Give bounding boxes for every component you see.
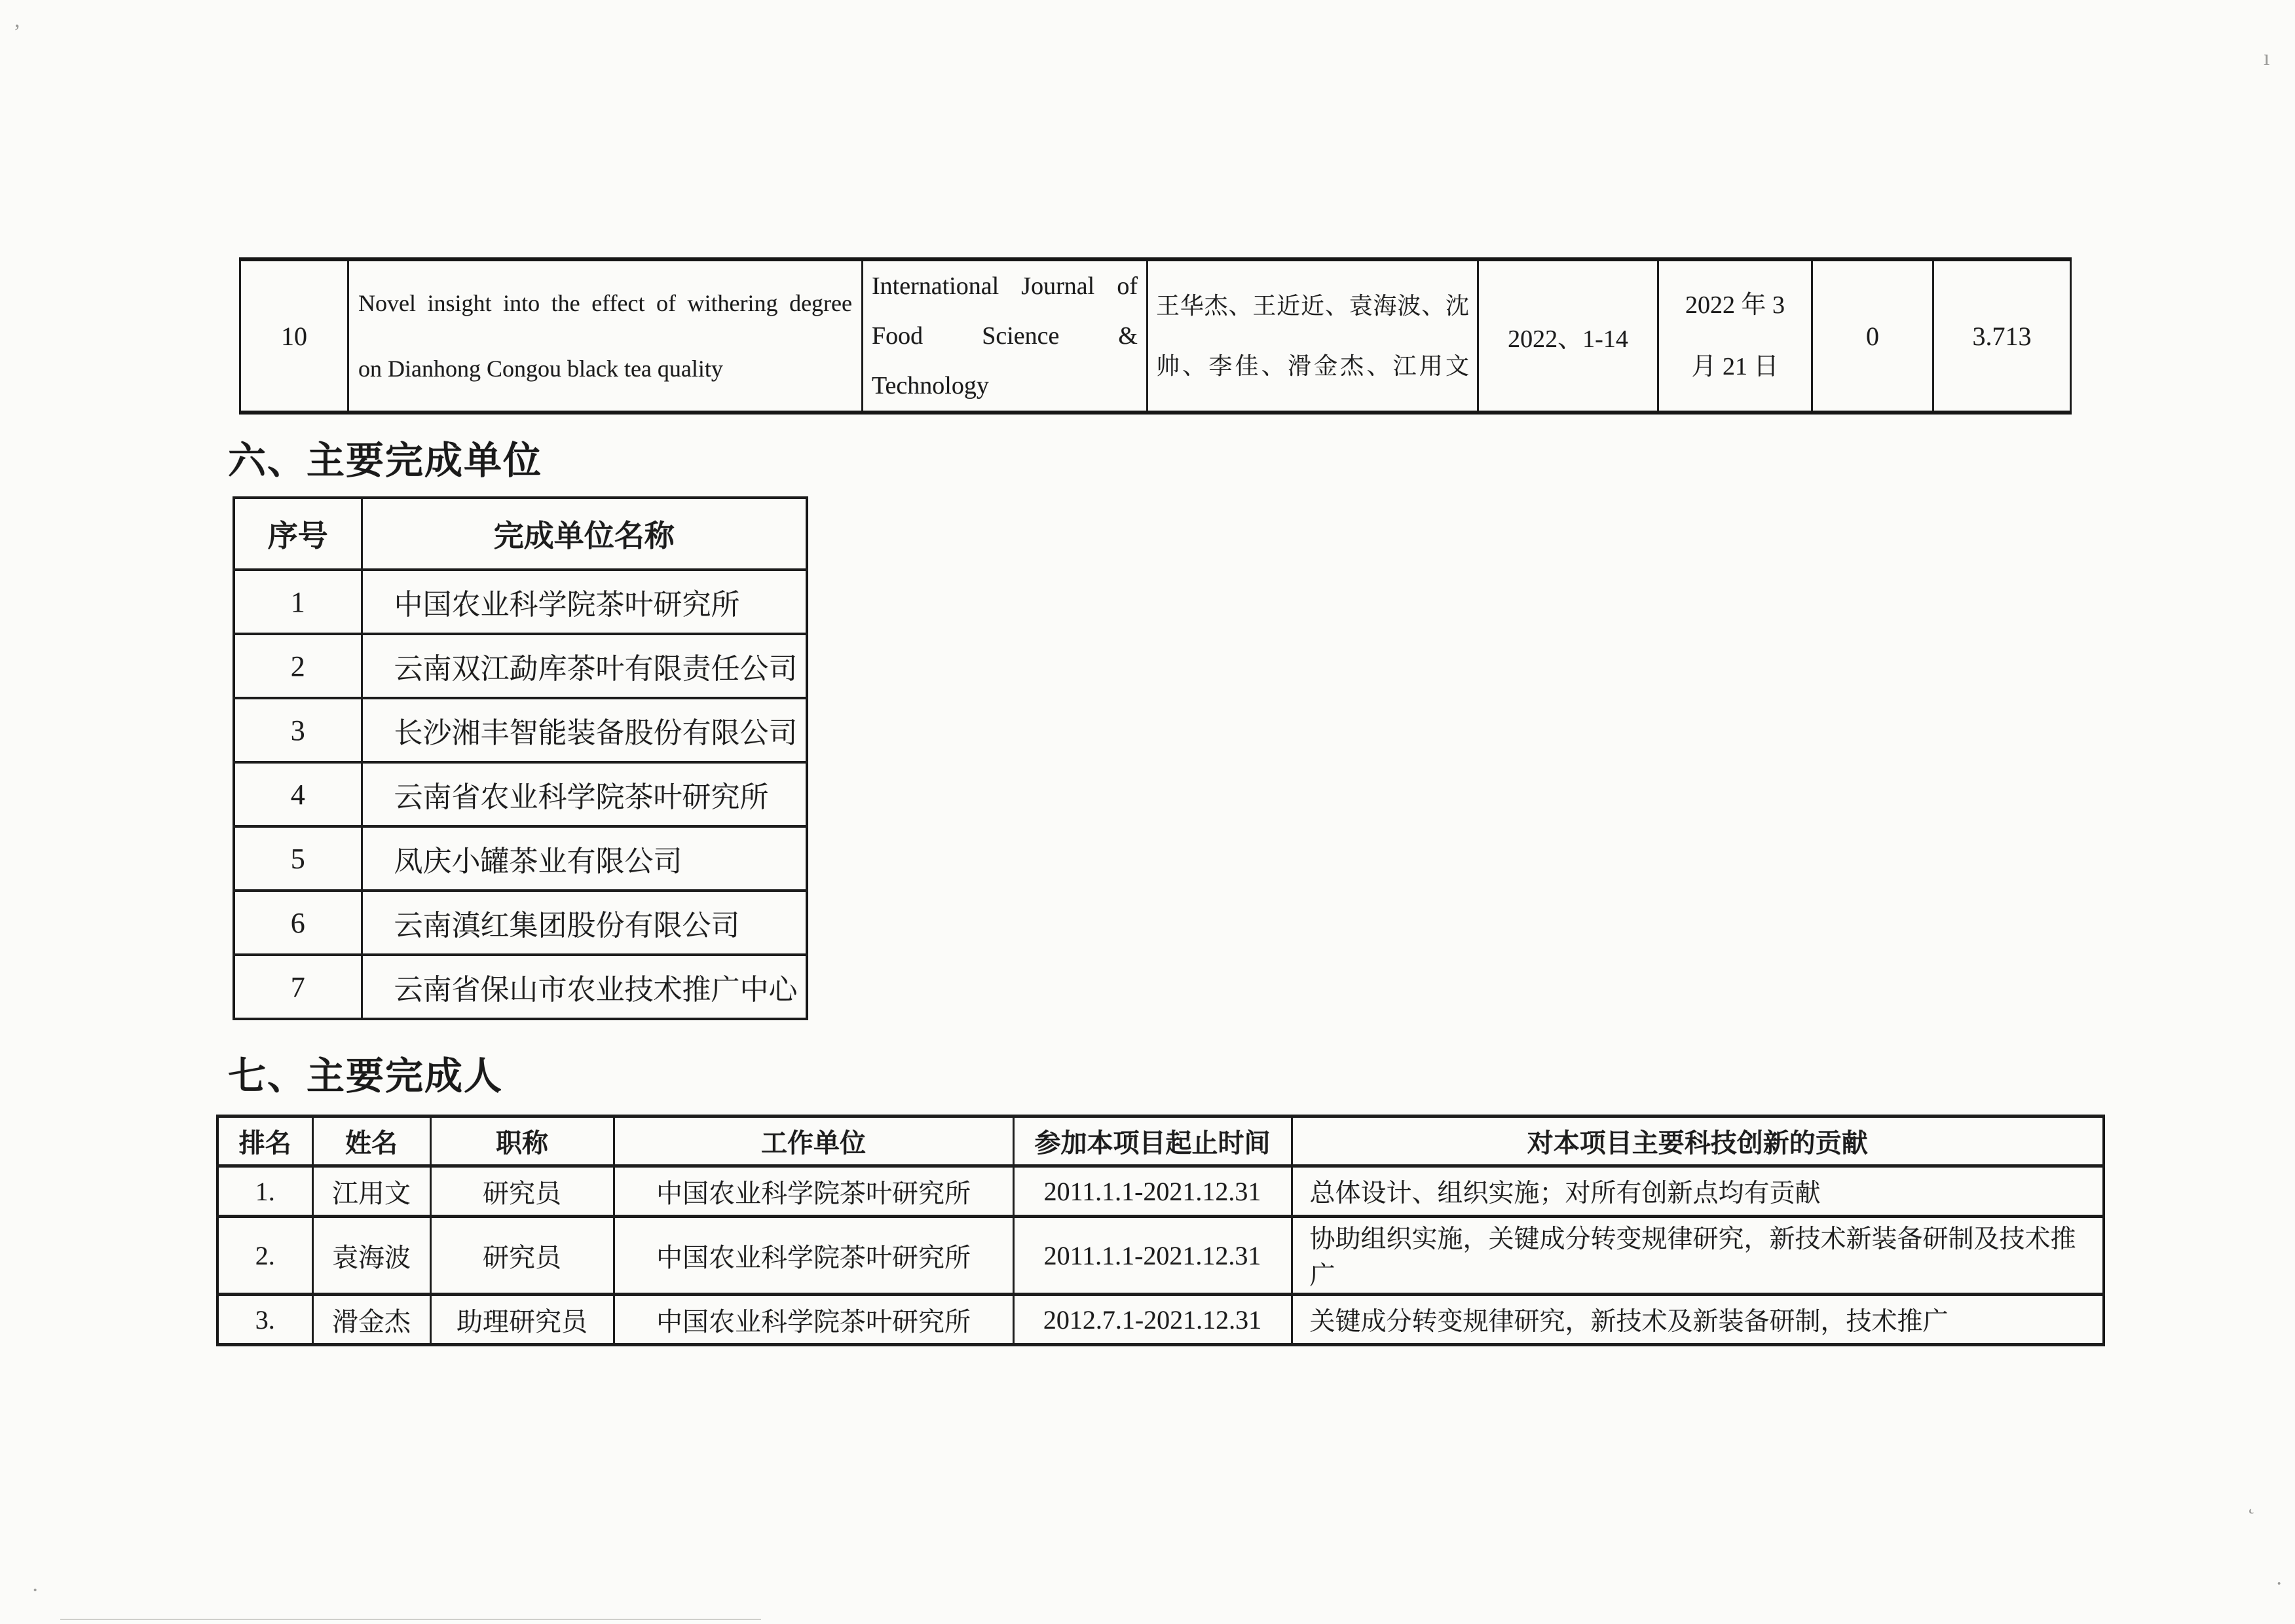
units-header-row (234, 498, 807, 570)
section-heading-persons: 七、主要完成人 (228, 1055, 504, 1098)
unit-no: 3 (234, 698, 362, 762)
person-contribution: 关键成分转变规律研究，新技术及新装备研制，技术推广 (1292, 1295, 2104, 1345)
persons-row (217, 1166, 2104, 1217)
person-name: 滑金杰 (312, 1295, 430, 1345)
publication-no: 10 (240, 259, 348, 413)
persons-header-period: 参加本项目起止时间 (1013, 1116, 1292, 1166)
unit-name: 云南省农业科学院茶叶研究所 (362, 762, 807, 826)
units-row (234, 826, 807, 891)
persons-row (217, 1295, 2104, 1345)
publication-volume-pages: 2022、1-14 (1478, 259, 1658, 413)
units-row (234, 891, 807, 955)
units-table (233, 496, 808, 1020)
unit-no: 7 (234, 955, 362, 1019)
person-period: 2011.1.1-2021.12.31 (1013, 1217, 1292, 1295)
units-row (234, 762, 807, 826)
unit-no: 5 (234, 826, 362, 891)
person-rank: 2. (217, 1217, 312, 1295)
units-row (234, 634, 807, 698)
person-rank: 3. (217, 1295, 312, 1345)
units-row (234, 698, 807, 762)
unit-name: 云南省保山市农业技术推广中心 (362, 955, 807, 1019)
person-org: 中国农业科学院茶叶研究所 (614, 1217, 1013, 1295)
persons-header-rank: 排名 (217, 1116, 312, 1166)
persons-header-row (217, 1116, 2104, 1166)
units-header-no: 序号 (234, 498, 362, 570)
scan-speck: ˛ (2248, 1490, 2256, 1515)
unit-name: 凤庆小罐茶业有限公司 (362, 826, 807, 891)
section-heading-units: 六、主要完成单位 (228, 439, 543, 482)
publication-title: Novel insight into the effect of withering degree on Dianhong Congou black tea quality (348, 259, 863, 413)
person-title: 助理研究员 (430, 1295, 614, 1345)
publication-citations: 0 (1812, 259, 1933, 413)
unit-no: 4 (234, 762, 362, 826)
publication-authors: 王华杰、王近近、袁海波、沈 帅、李佳、滑金杰、江用文 (1148, 259, 1478, 413)
publication-impact-factor: 3.713 (1933, 259, 2071, 413)
persons-header-title: 职称 (430, 1116, 614, 1166)
persons-header-name: 姓名 (312, 1116, 430, 1166)
person-org: 中国农业科学院茶叶研究所 (614, 1295, 1013, 1345)
unit-no: 2 (234, 634, 362, 698)
publication-row-10 (240, 259, 2071, 413)
scan-speck: · (31, 1578, 39, 1602)
persons-table (216, 1115, 2105, 1346)
unit-no: 6 (234, 891, 362, 955)
unit-name: 云南滇红集团股份有限公司 (362, 891, 807, 955)
scanner-edge-line (60, 1619, 761, 1620)
persons-row (217, 1217, 2104, 1295)
person-title: 研究员 (430, 1166, 614, 1217)
units-row (234, 570, 807, 634)
unit-name: 长沙湘丰智能装备股份有限公司 (362, 698, 807, 762)
units-row (234, 955, 807, 1019)
units-header-name: 完成单位名称 (362, 498, 807, 570)
person-contribution: 总体设计、组织实施；对所有创新点均有贡献 (1292, 1166, 2104, 1217)
person-org: 中国农业科学院茶叶研究所 (614, 1166, 1013, 1217)
publication-journal: International Journal of Food Science & Technology (863, 259, 1148, 413)
publication-date: 2022 年 3 月 21 日 (1658, 259, 1812, 413)
person-title: 研究员 (430, 1217, 614, 1295)
scan-speck: , (14, 8, 20, 32)
person-name: 袁海波 (312, 1217, 430, 1295)
scan-speck: ı (2264, 46, 2270, 70)
persons-header-contribution: 对本项目主要科技创新的贡献 (1292, 1116, 2104, 1166)
person-rank: 1. (217, 1166, 312, 1217)
unit-no: 1 (234, 570, 362, 634)
unit-name: 中国农业科学院茶叶研究所 (362, 570, 807, 634)
person-name: 江用文 (312, 1166, 430, 1217)
person-period: 2012.7.1-2021.12.31 (1013, 1295, 1292, 1345)
unit-name: 云南双江勐库茶叶有限责任公司 (362, 634, 807, 698)
publication-table (239, 257, 2072, 415)
persons-header-org: 工作单位 (614, 1116, 1013, 1166)
person-contribution: 协助组织实施，关键成分转变规律研究，新技术新装备研制及技术推广 (1292, 1217, 2104, 1295)
person-period: 2011.1.1-2021.12.31 (1013, 1166, 1292, 1217)
scan-speck: · (2275, 1572, 2283, 1596)
